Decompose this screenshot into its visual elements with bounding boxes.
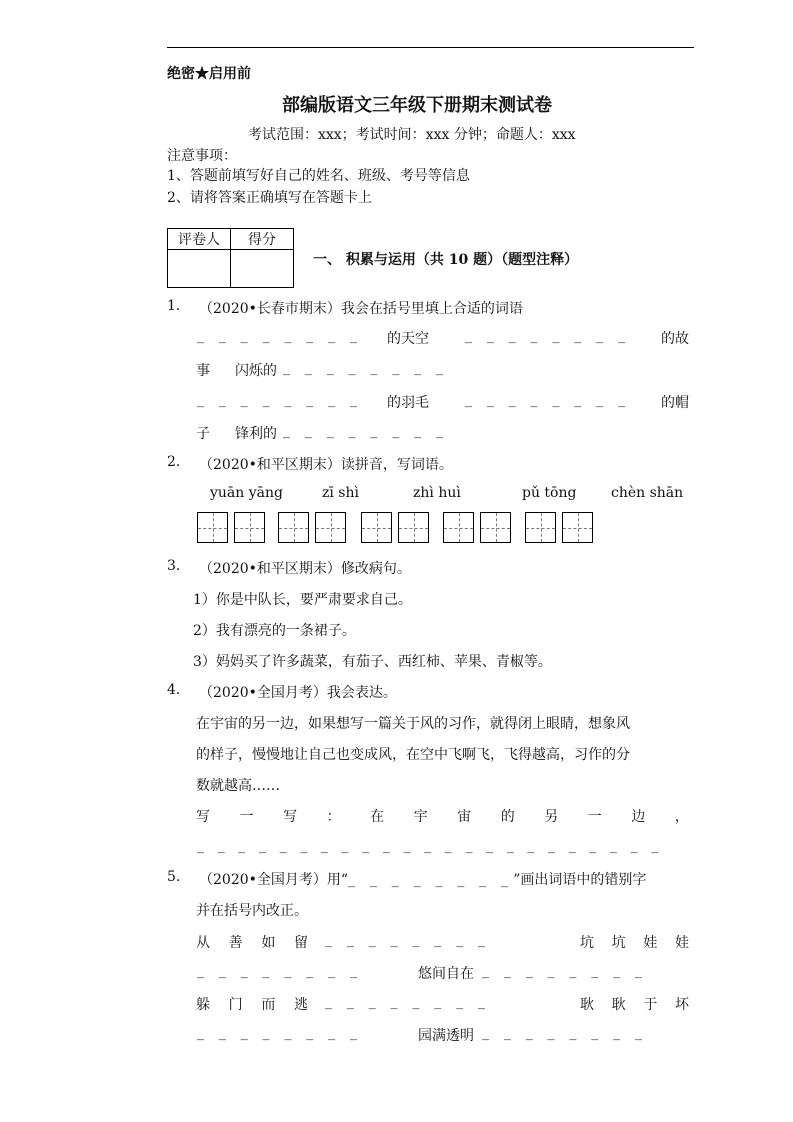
score-table xyxy=(167,228,294,288)
word-char: 门 xyxy=(228,997,243,1013)
exam-info: 考试范围：xxx；考试时间：xxx 分钟；命题人：xxx xyxy=(248,127,576,143)
q5-stem xyxy=(199,869,646,889)
writing-box[interactable] xyxy=(361,512,392,543)
word-char: 娃 xyxy=(643,935,658,951)
q1-blank-3[interactable]: _ _ _ _ _ _ _ _ xyxy=(283,360,449,376)
q5-blank-1[interactable]: _ _ _ _ _ _ _ _ xyxy=(325,932,491,948)
q4-number: 4. xyxy=(167,682,181,698)
q4-para-3: 数就越高…… xyxy=(196,778,280,794)
q5-number: 5. xyxy=(167,869,181,885)
header-rule xyxy=(167,47,694,48)
score-cell[interactable] xyxy=(231,250,294,288)
q5-blank-6[interactable]: _ _ _ _ _ _ _ _ xyxy=(482,1025,648,1041)
write-char: 在 xyxy=(370,809,385,825)
writing-box[interactable] xyxy=(525,512,556,543)
q5-stem-blank: _ _ _ _ _ _ _ _ xyxy=(348,872,514,888)
q5-word-2 xyxy=(580,932,689,952)
q5-blank-3[interactable]: _ _ _ _ _ _ _ _ xyxy=(482,963,648,979)
word-char: 坏 xyxy=(674,997,689,1013)
q3-sentence-1: 1）你是中队长，要严肃要求自己。 xyxy=(193,592,412,608)
writing-box[interactable] xyxy=(398,512,429,543)
page-title: 部编版语文三年级下册期末测试卷 xyxy=(282,95,552,116)
q1-blank-1[interactable]: _ _ _ _ _ _ _ _ xyxy=(197,328,363,344)
reviewer-cell[interactable] xyxy=(168,250,231,288)
q1-word-3: 闪烁的 xyxy=(235,363,277,379)
writing-box[interactable] xyxy=(443,512,474,543)
q1-stem: （2020•长春市期末）我会在括号里填上合适的词语 xyxy=(199,301,523,317)
note-1: 1、答题前填写好自己的姓名、班级、考号等信息 xyxy=(167,168,470,184)
q3-stem: （2020•和平区期末）修改病句。 xyxy=(199,561,411,577)
q5-word-1 xyxy=(196,932,308,952)
writing-box[interactable] xyxy=(278,512,309,543)
q1-blank-6[interactable]: _ _ _ _ _ _ _ _ xyxy=(283,423,449,439)
word-char: 娃 xyxy=(674,935,689,951)
write-char: 宙 xyxy=(457,809,472,825)
write-char: 宇 xyxy=(413,809,428,825)
secret-label: 绝密★启用前 xyxy=(167,66,251,82)
writing-grid-5[interactable] xyxy=(525,512,599,543)
word-char: 坑 xyxy=(580,935,594,951)
word-char: 逃 xyxy=(293,997,308,1013)
q2-stem: （2020•和平区期末）读拼音，写词语。 xyxy=(199,457,453,473)
writing-box[interactable] xyxy=(562,512,593,543)
q5-blank-5[interactable]: _ _ _ _ _ _ _ _ xyxy=(197,1025,363,1041)
reviewer-header: 评卷人 xyxy=(168,229,231,250)
pinyin-1: yuān yāng xyxy=(210,485,283,501)
write-char: ， xyxy=(674,809,689,825)
q1-word-2a: 的故 xyxy=(661,331,689,347)
q5-word-5 xyxy=(580,994,689,1014)
q5-word-3: 悠间自在 xyxy=(418,966,474,982)
q4-para-2: 的样子，慢慢地让自己也变成风，在空中飞啊飞，飞得越高，习作的分 xyxy=(196,747,630,763)
q1-word-2b: 事 xyxy=(196,363,210,379)
writing-box[interactable] xyxy=(480,512,511,543)
writing-grid-2[interactable] xyxy=(278,512,352,543)
score-header: 得分 xyxy=(231,229,294,250)
writing-box[interactable] xyxy=(197,512,228,543)
word-char: 坑 xyxy=(611,935,626,951)
q5-blank-4[interactable]: _ _ _ _ _ _ _ _ xyxy=(325,994,491,1010)
pinyin-2: zī shì xyxy=(322,485,359,501)
q4-stem: （2020•全国月考）我会表达。 xyxy=(199,685,397,701)
q1-word-6: 锋利的 xyxy=(235,426,277,442)
write-char: ： xyxy=(326,809,341,825)
q5-stem-2: 并在括号内改正。 xyxy=(196,903,308,919)
writing-box[interactable] xyxy=(315,512,346,543)
q4-answer-blank[interactable]: _ _ _ _ _ _ _ _ _ _ _ _ _ _ _ _ _ _ _ _ _ _ _ xyxy=(197,838,663,854)
q4-write-line xyxy=(196,806,689,826)
q1-word-4: 的羽毛 xyxy=(387,395,429,411)
q5-word-6: 园满透明 xyxy=(418,1028,474,1044)
word-char: 留 xyxy=(293,935,308,951)
writing-grid-3[interactable] xyxy=(361,512,435,543)
q5-blank-2[interactable]: _ _ _ _ _ _ _ _ xyxy=(197,963,363,979)
word-char: 如 xyxy=(261,935,276,951)
q1-word-1: 的天空 xyxy=(387,331,429,347)
q5-stem-a: （2020•全国月考）用“ xyxy=(199,872,349,888)
write-char: 的 xyxy=(500,809,515,825)
q5-stem-b: ”画出词语中的错别字 xyxy=(513,872,647,888)
section-heading: 一、 积累与运用（共 10 题）（题型注释） xyxy=(313,252,579,268)
q5-word-4 xyxy=(196,994,308,1014)
q2-number: 2. xyxy=(167,454,181,470)
q1-word-5b: 子 xyxy=(196,426,210,442)
q1-number: 1. xyxy=(167,298,181,314)
q3-number: 3. xyxy=(167,558,181,574)
write-char: 边 xyxy=(631,809,646,825)
write-char: 一 xyxy=(239,809,254,825)
notes-title: 注意事项： xyxy=(167,148,237,164)
write-char: 一 xyxy=(587,809,602,825)
pinyin-3: zhì huì xyxy=(413,485,461,501)
pinyin-4: pǔ tōng xyxy=(522,485,577,501)
q1-blank-5[interactable]: _ _ _ _ _ _ _ _ xyxy=(465,392,631,408)
write-char: 写 xyxy=(196,809,210,825)
word-char: 于 xyxy=(643,997,658,1013)
writing-grid-1[interactable] xyxy=(197,512,271,543)
writing-grid-4[interactable] xyxy=(443,512,517,543)
q1-blank-2[interactable]: _ _ _ _ _ _ _ _ xyxy=(465,328,631,344)
word-char: 耿 xyxy=(580,997,594,1013)
q1-blank-4[interactable]: _ _ _ _ _ _ _ _ xyxy=(197,392,363,408)
word-char: 而 xyxy=(261,997,276,1013)
word-char: 从 xyxy=(196,935,210,951)
note-2: 2、请将答案正确填写在答题卡上 xyxy=(167,190,372,206)
word-char: 躲 xyxy=(196,997,210,1013)
pinyin-5: chèn shān xyxy=(611,485,684,501)
word-char: 善 xyxy=(228,935,243,951)
q1-word-5a: 的帽 xyxy=(661,395,689,411)
q3-sentence-3: 3）妈妈买了许多蔬菜，有茄子、西红柿、苹果、青椒等。 xyxy=(193,654,552,670)
q4-para-1: 在宇宙的另一边，如果想写一篇关于风的习作，就得闭上眼睛，想象风 xyxy=(196,716,630,732)
word-char: 耿 xyxy=(611,997,626,1013)
write-char: 另 xyxy=(544,809,559,825)
write-char: 写 xyxy=(283,809,298,825)
q3-sentence-2: 2）我有漂亮的一条裙子。 xyxy=(193,623,356,639)
writing-box[interactable] xyxy=(234,512,265,543)
